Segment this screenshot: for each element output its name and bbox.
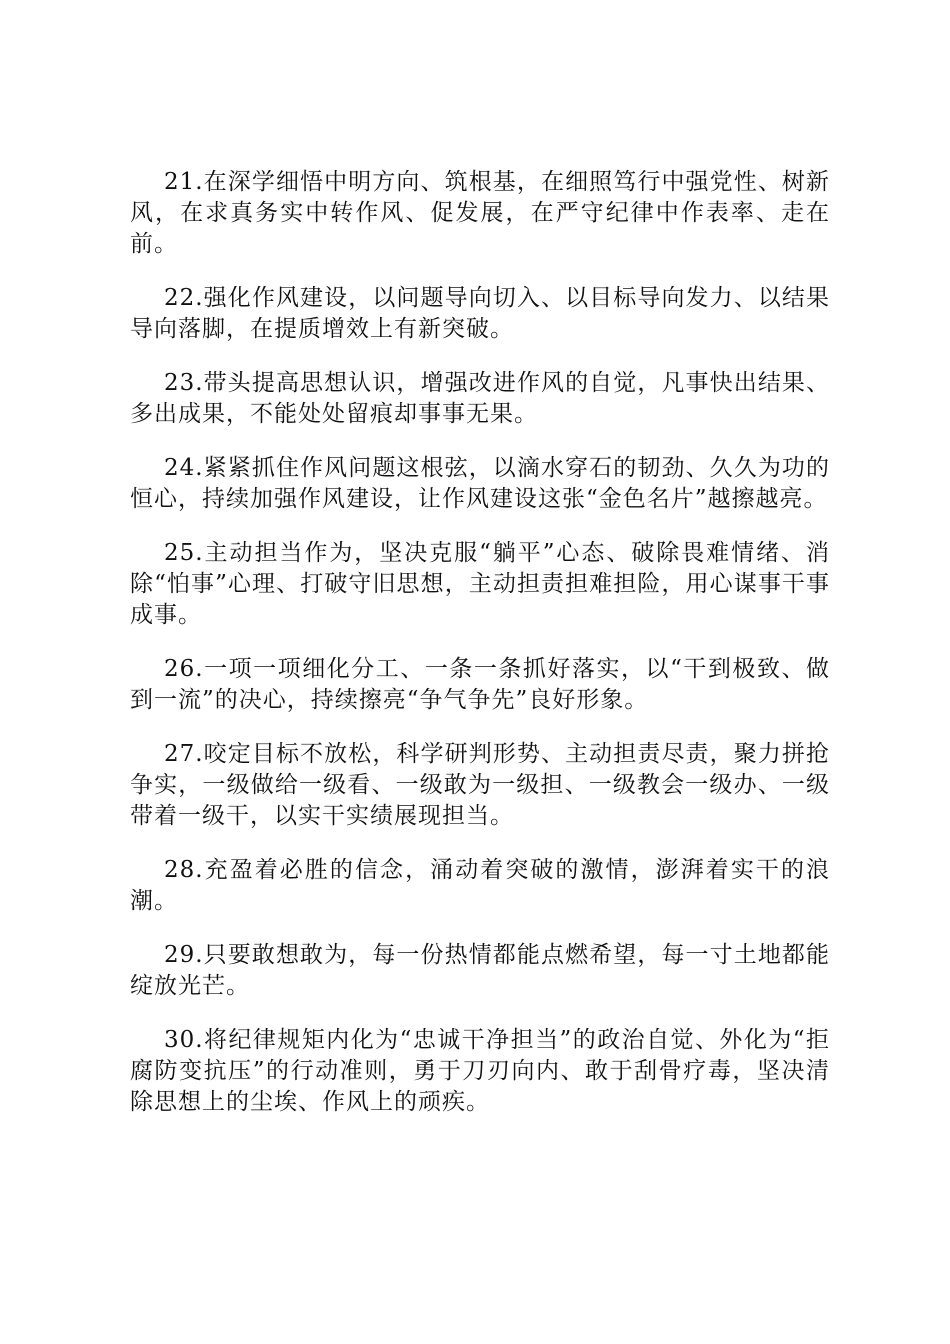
document-body [130, 167, 830, 1141]
paragraph-29: 29.只要敢想敢为，每一份热情都能点燃希望，每一寸土地都能绽放光芒。 [130, 942, 830, 999]
paragraph-23: 23.带头提高思想认识，增强改进作风的自觉，凡事快出结果、多出成果，不能处处留痕却事事无果。 [130, 370, 830, 427]
paragraph-25: 25.主动担当作为，坚决克服“躺平”心态、破除畏难情绪、消除“怕事”心理、打破守旧思想，主动担责担难担险，用心谋事干事成事。 [130, 540, 830, 628]
paragraph-27: 27.咬定目标不放松，科学研判形势、主动担责尽责，聚力拼抢争实，一级做给一级看、一级敢为一级担、一级教会一级办、一级带着一级干，以实干实绩展现担当。 [130, 741, 830, 829]
paragraph-22: 22.强化作风建设，以问题导向切入、以目标导向发力、以结果导向落脚，在提质增效上有新突破。 [130, 285, 830, 342]
paragraph-30: 30.将纪律规矩内化为“忠诚干净担当”的政治自觉、外化为“拒腐防变抗压”的行动准则，勇于刀刃向内、敢于刮骨疗毒，坚决清除思想上的尘埃、作风上的顽疾。 [130, 1027, 830, 1115]
paragraph-26: 26.一项一项细化分工、一条一条抓好落实，以“干到极致、做到一流”的决心，持续擦亮“争气争先”良好形象。 [130, 656, 830, 713]
paragraph-21: 21.在深学细悟中明方向、筑根基，在细照笃行中强党性、树新风，在求真务实中转作风、促发展，在严守纪律中作表率、走在前。 [130, 169, 830, 257]
paragraph-24: 24.紧紧抓住作风问题这根弦，以滴水穿石的韧劲、久久为功的恒心，持续加强作风建设，让作风建设这张“金色名片”越擦越亮。 [130, 455, 830, 512]
paragraph-28: 28.充盈着必胜的信念，涌动着突破的激情，澎湃着实干的浪潮。 [130, 857, 830, 914]
